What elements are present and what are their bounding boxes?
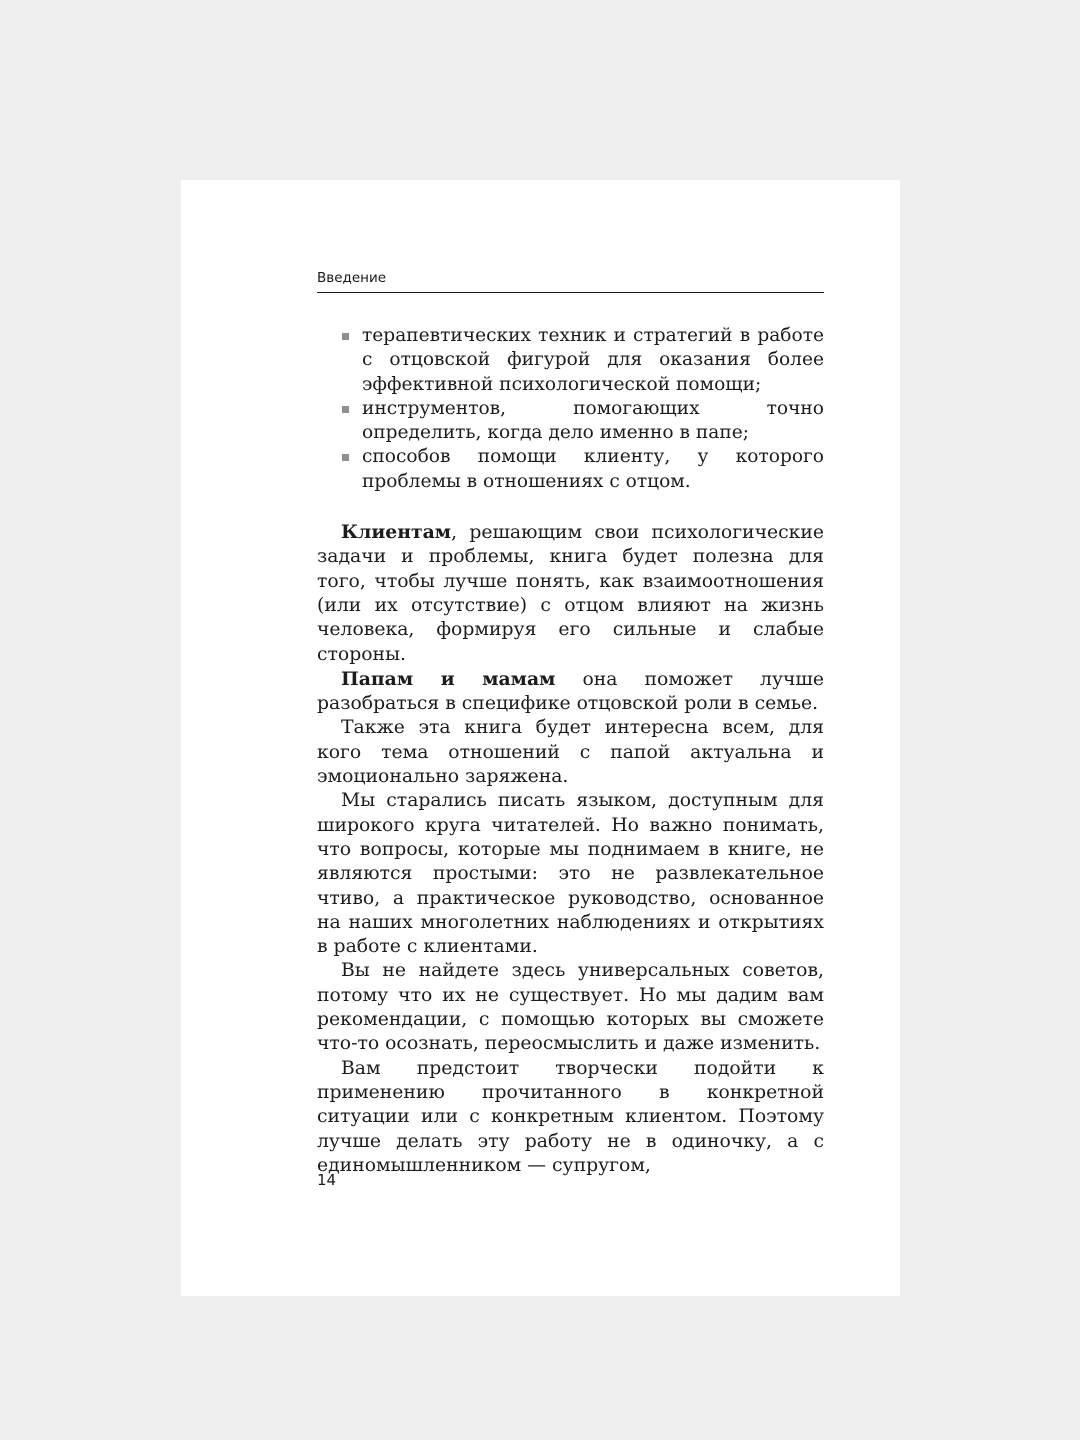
paragraph-text: Вам предстоит творчески подойти к применению прочитанного в конкретной ситуации или с конкретным клиентом. Поэтому лучше делать эту работу не в одиночку, а с единомышленником — супругом, — [317, 1057, 824, 1176]
list-item-text: терапевтических техник и стратегий в работе с отцовской фигурой для оказания более эффективной психологической помощи; — [362, 325, 824, 395]
book-page — [181, 180, 900, 1296]
paragraph-text: , решающим свои психологические задачи и проблемы, книга будет полезна для того, чтобы лучше понять, как взаимоотношения (или их отсутствие) с отцом влияют на жизнь человека, формируя его сильные и слабые стороны. — [317, 522, 824, 665]
paragraph-language — [317, 789, 824, 959]
list-item — [317, 324, 824, 397]
bullet-list — [317, 324, 824, 494]
page-body — [317, 324, 824, 1178]
paragraph-advice — [317, 959, 824, 1056]
running-head-title: Введение — [317, 270, 387, 286]
paragraph-everyone — [317, 716, 824, 789]
square-bullet-icon — [342, 454, 349, 461]
paragraph-lead: Клиентам — [341, 521, 452, 544]
list-item — [317, 397, 824, 446]
page-number: 14 — [317, 1171, 337, 1189]
paragraph-application — [317, 1057, 824, 1178]
paragraph-parents — [317, 667, 824, 717]
paragraph-text: Также эта книга будет интересна всем, для кого тема отношений с папой актуальна и эмоционально заряжена. — [317, 717, 824, 788]
paragraph-text: она поможет лучше разобраться в специфике отцовской роли в семье. — [317, 668, 824, 715]
list-item-text: инструментов, помогающих точно определить, когда дело именно в папе; — [362, 397, 824, 444]
paragraph-text: Мы старались писать языком, доступным для широкого круга читателей. Но важно понимать, что вопросы, которые мы поднимаем в книге, не являются простыми: это не развлекательное чтиво, а практическое руководство, основанное на наших многолетних наблюдениях и открытиях в работе с клиентами. — [317, 790, 824, 958]
list-item — [317, 445, 824, 494]
list-item-text: способов помощи клиенту, у которого проблемы в отношениях с отцом. — [362, 446, 824, 492]
paragraph-clients — [317, 520, 824, 667]
running-head — [317, 268, 824, 293]
paragraph-text: Вы не найдете здесь универсальных советов, потому что их не существует. Но мы дадим вам рекомендации, с помощью которых вы сможете что-то осознать, переосмыслить и даже изменить. — [317, 960, 824, 1055]
paragraph-lead: Папам и мамам — [341, 667, 556, 690]
square-bullet-icon — [342, 406, 349, 413]
square-bullet-icon — [342, 333, 349, 340]
